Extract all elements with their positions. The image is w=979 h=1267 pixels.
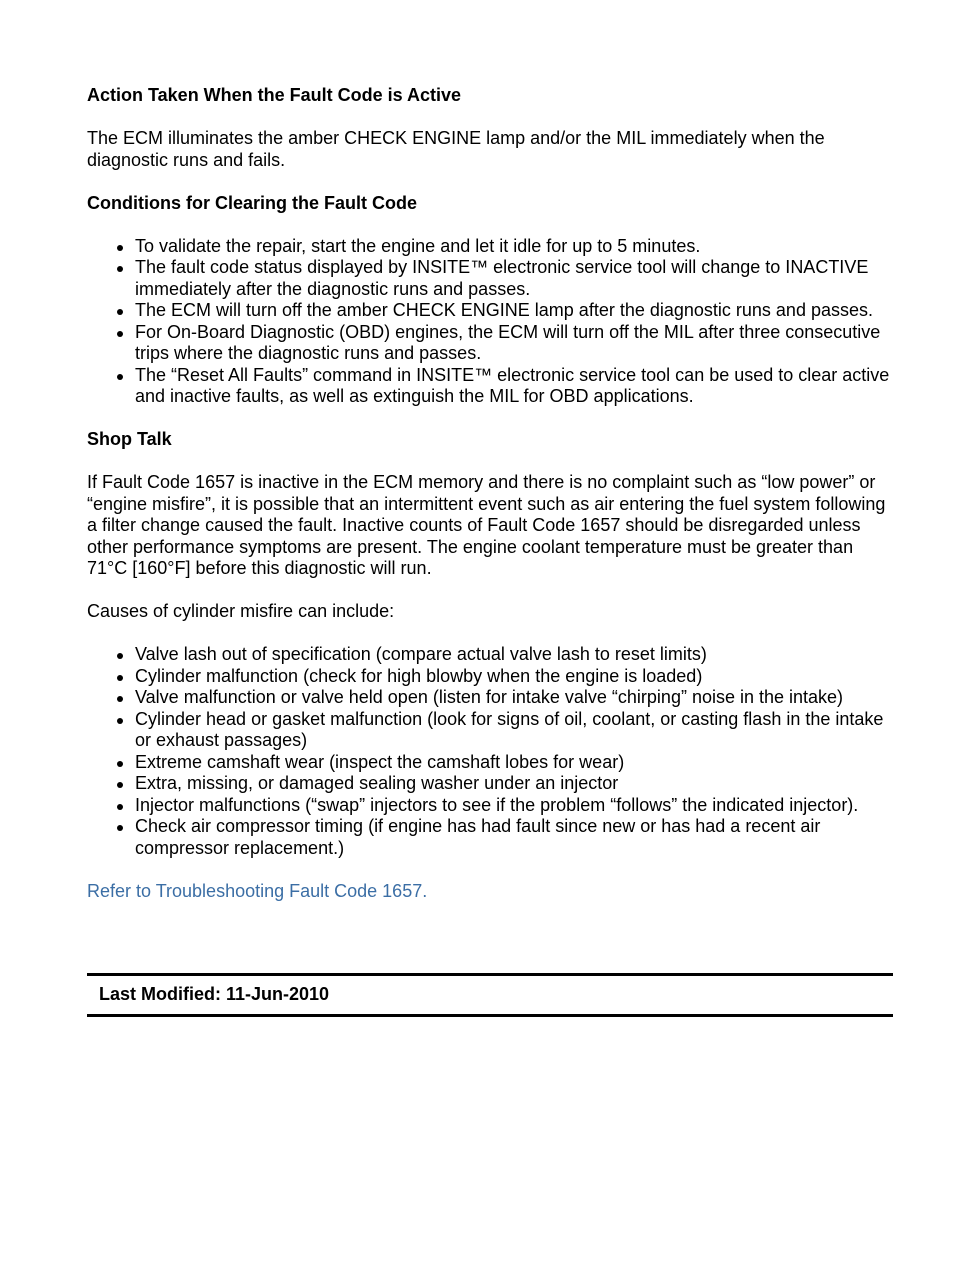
shop-talk-body: If Fault Code 1657 is inactive in the ECM memory and there is no complaint such as “low power” or “engine misfire”, it is possible that an intermittent event such as air entering the fuel system following a filter change caused the fault. Inactive counts of Fault Code 1657 should be disregarded unless other performance symptoms are present. The engine coolant temperature must be greater than 71°C [160°F] before this diagnostic will run. [87, 472, 886, 578]
document-body [87, 85, 893, 902]
action-body: The ECM illuminates the amber CHECK ENGINE lamp and/or the MIL immediately when the diagnostic runs and fails. [87, 128, 825, 170]
shop-talk-heading: Shop Talk [87, 429, 172, 449]
list-item: The ECM will turn off the amber CHECK ENGINE lamp after the diagnostic runs and passes. [135, 300, 893, 322]
clearing-heading: Conditions for Clearing the Fault Code [87, 192, 417, 213]
list-item: Cylinder malfunction (check for high blowby when the engine is loaded) [135, 666, 893, 688]
footer-bottom-rule [87, 1014, 893, 1017]
footer [87, 973, 893, 1017]
list-item: Injector malfunctions (“swap” injectors to see if the problem “follows” the indicated injector). [135, 795, 893, 817]
list-item: For On-Board Diagnostic (OBD) engines, the ECM will turn off the MIL after three consecutive trips where the diagnostic runs and passes. [135, 322, 893, 365]
causes-list [87, 644, 893, 859]
list-item: Check air compressor timing (if engine has had fault since new or has had a recent air compressor replacement.) [135, 816, 893, 859]
last-modified: Last Modified: 11-Jun-2010 [99, 984, 330, 1004]
list-item: Valve malfunction or valve held open (listen for intake valve “chirping” noise in the intake) [135, 687, 893, 709]
list-item: Valve lash out of specification (compare actual valve lash to reset limits) [135, 644, 893, 666]
list-item: Extreme camshaft wear (inspect the camshaft lobes for wear) [135, 752, 893, 774]
list-item: The fault code status displayed by INSITE™ electronic service tool will change to INACTIVE immediately after the diagnostic runs and passes. [135, 257, 893, 300]
list-item: The “Reset All Faults” command in INSITE™ electronic service tool can be used to clear active and inactive faults, as well as extinguish the MIL for OBD applications. [135, 365, 893, 408]
list-item: Cylinder head or gasket malfunction (look for signs of oil, coolant, or casting flash in the intake or exhaust passages) [135, 709, 893, 752]
list-item: Extra, missing, or damaged sealing washer under an injector [135, 773, 893, 795]
list-item: To validate the repair, start the engine and let it idle for up to 5 minutes. [135, 236, 893, 258]
causes-intro: Causes of cylinder misfire can include: [87, 601, 395, 621]
troubleshooting-link[interactable]: Refer to Troubleshooting Fault Code 1657. [87, 880, 428, 901]
action-heading: Action Taken When the Fault Code is Active [87, 85, 462, 105]
clearing-list [87, 236, 893, 408]
